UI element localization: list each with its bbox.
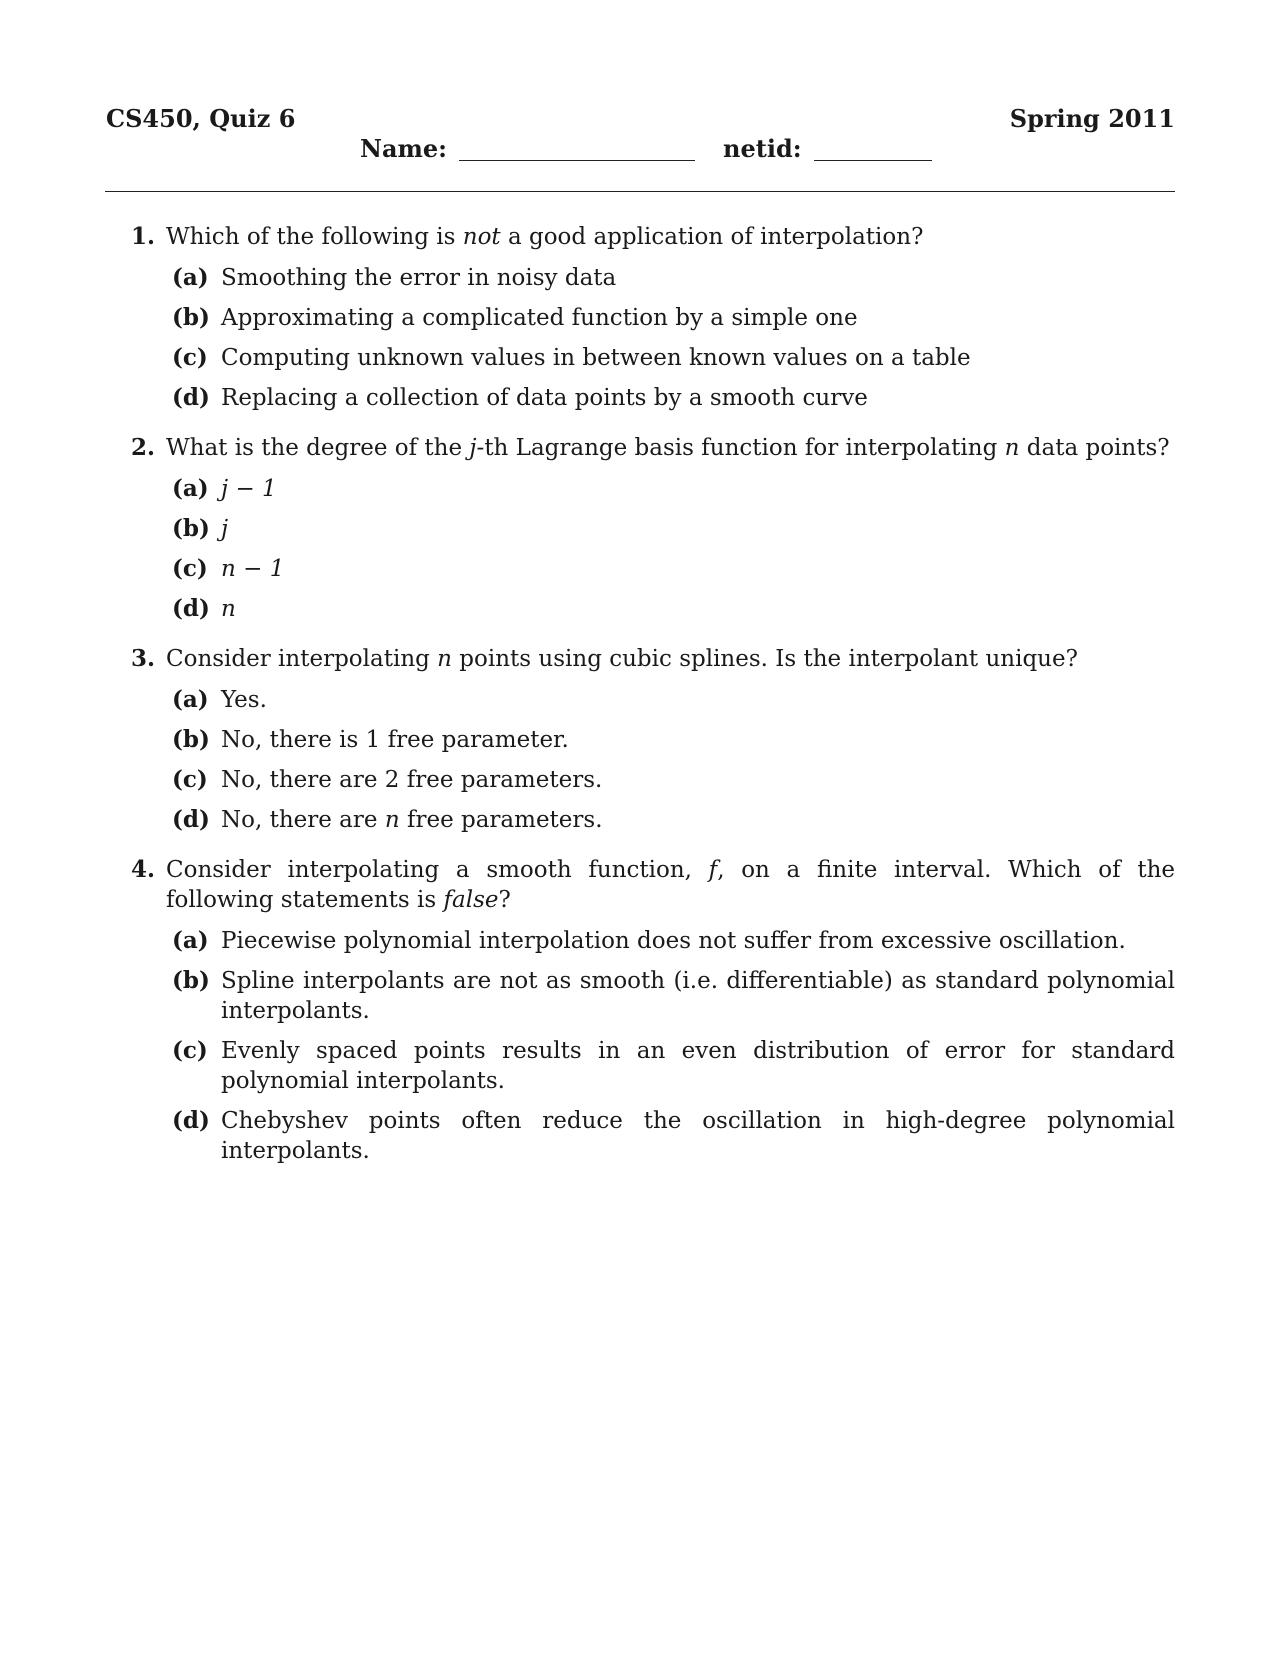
option-text: No, there are n free parameters.	[221, 807, 603, 833]
netid-label: netid:	[723, 134, 802, 163]
option-list	[172, 685, 1175, 835]
option-list	[172, 474, 1175, 624]
option-label: (b)	[172, 726, 210, 753]
option-text: Replacing a collection of data points by a smooth curve	[221, 385, 868, 411]
question-number: 1.	[131, 223, 156, 250]
option-text: Yes.	[221, 687, 267, 713]
option-text: Smoothing the error in noisy data	[221, 265, 617, 291]
option-list	[172, 263, 1175, 413]
option-text: Approximating a complicated function by a simple one	[221, 305, 858, 331]
option-text: Chebyshev points often reduce the oscillation in high-degree polynomial interpolants.	[221, 1108, 1175, 1164]
question-list	[131, 222, 1175, 1186]
question-number: 2.	[131, 434, 156, 461]
option-text: j	[221, 516, 229, 542]
option-d[interactable]	[172, 1106, 1175, 1166]
question-2	[131, 433, 1175, 634]
option-label: (a)	[172, 264, 209, 291]
question-number: 3.	[131, 645, 156, 672]
course-title: CS450, Quiz 6	[106, 104, 296, 133]
option-text: No, there are 2 free parameters.	[221, 767, 603, 793]
option-label: (d)	[172, 1107, 210, 1134]
option-label: (b)	[172, 967, 210, 994]
option-label: (c)	[172, 344, 208, 371]
option-text: No, there is 1 free parameter.	[221, 727, 569, 753]
option-label: (c)	[172, 555, 208, 582]
option-label: (c)	[172, 766, 208, 793]
option-a[interactable]	[172, 926, 1175, 956]
option-text: j − 1	[221, 476, 277, 502]
option-label: (a)	[172, 686, 209, 713]
question-3	[131, 644, 1175, 845]
option-d[interactable]	[172, 383, 1175, 413]
option-c[interactable]	[172, 1036, 1175, 1096]
option-list	[172, 926, 1175, 1166]
option-text: n	[221, 596, 236, 622]
option-a[interactable]	[172, 263, 1175, 293]
question-text: What is the degree of the j-th Lagrange basis function for interpolating n data points?	[166, 435, 1170, 461]
option-text: n − 1	[221, 556, 285, 582]
option-text: Piecewise polynomial interpolation does not suffer from excessive oscillation.	[221, 928, 1126, 954]
name-label: Name:	[360, 134, 448, 163]
option-d[interactable]	[172, 594, 1175, 624]
option-c[interactable]	[172, 765, 1175, 795]
netid-blank[interactable]	[814, 136, 932, 161]
name-blank[interactable]	[459, 136, 695, 161]
option-label: (b)	[172, 515, 210, 542]
option-label: (a)	[172, 475, 209, 502]
option-label: (d)	[172, 595, 210, 622]
student-fields	[360, 134, 932, 163]
option-a[interactable]	[172, 474, 1175, 504]
option-text: Spline interpolants are not as smooth (i.e. differentiable) as standard polynomial interpolants.	[221, 968, 1175, 1024]
option-b[interactable]	[172, 303, 1175, 333]
option-b[interactable]	[172, 725, 1175, 755]
option-label: (a)	[172, 927, 209, 954]
question-number: 4.	[131, 856, 156, 883]
option-b[interactable]	[172, 514, 1175, 544]
question-1	[131, 222, 1175, 423]
option-d[interactable]	[172, 805, 1175, 835]
header-divider	[105, 191, 1175, 192]
question-text: Consider interpolating a smooth function, f, on a finite interval. Which of the following statements is false?	[166, 857, 1175, 913]
option-label: (c)	[172, 1037, 208, 1064]
term-label: Spring 2011	[1009, 104, 1175, 133]
option-c[interactable]	[172, 343, 1175, 373]
option-label: (d)	[172, 806, 210, 833]
option-label: (b)	[172, 304, 210, 331]
question-text: Consider interpolating n points using cubic splines. Is the interpolant unique?	[166, 646, 1078, 672]
option-b[interactable]	[172, 966, 1175, 1026]
option-a[interactable]	[172, 685, 1175, 715]
option-c[interactable]	[172, 554, 1175, 584]
option-text: Evenly spaced points results in an even distribution of error for standard polynomial interpolants.	[221, 1038, 1175, 1094]
option-text: Computing unknown values in between known values on a table	[221, 345, 971, 371]
option-label: (d)	[172, 384, 210, 411]
question-4	[131, 855, 1175, 1176]
question-text: Which of the following is not a good application of interpolation?	[166, 224, 924, 250]
